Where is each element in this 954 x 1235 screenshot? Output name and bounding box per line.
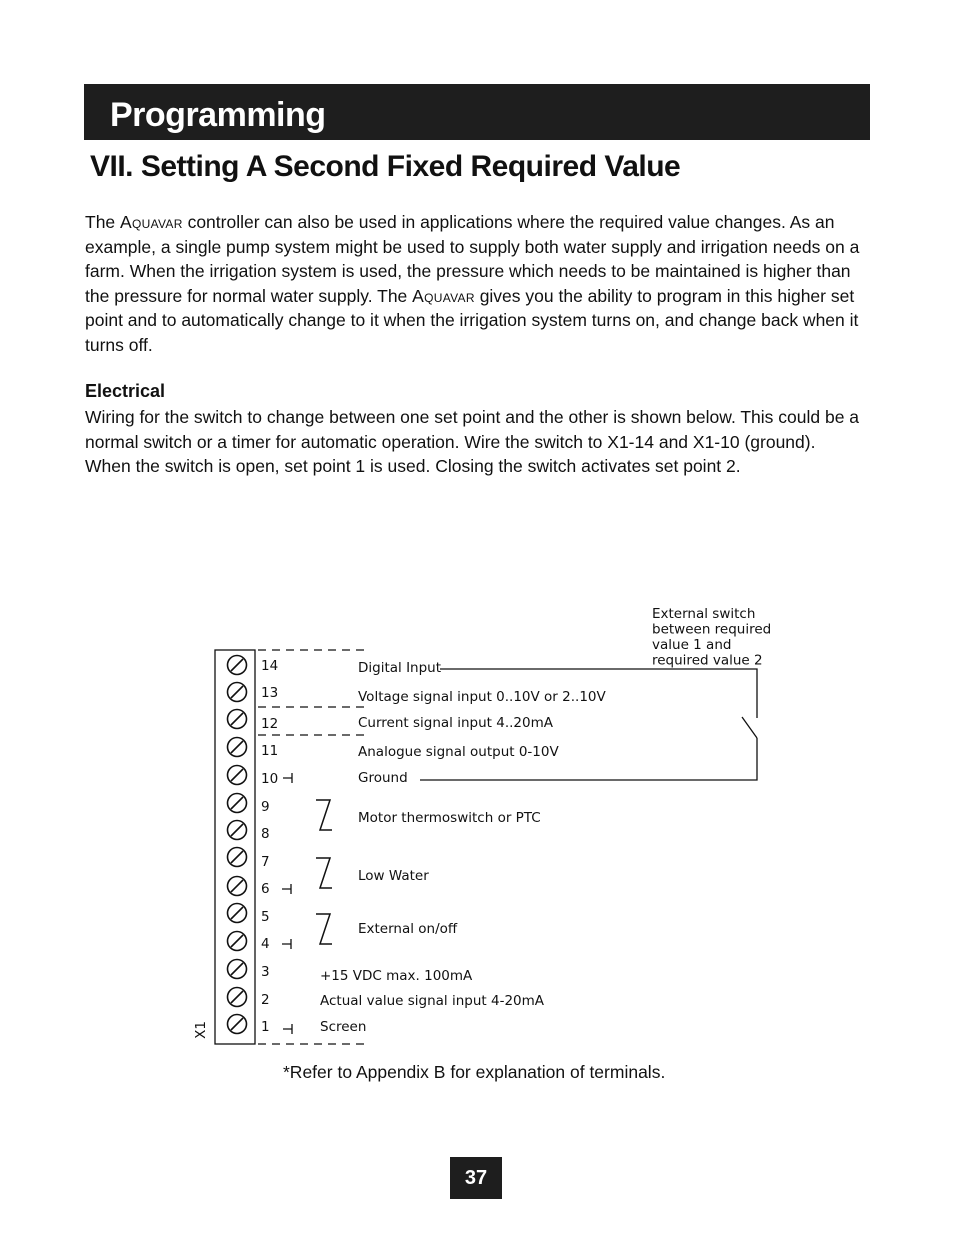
footnote: *Refer to Appendix B for explanation of terminals. bbox=[283, 1062, 666, 1082]
terminal-screw-icon bbox=[228, 821, 247, 840]
section-title: VII. Setting A Second Fixed Required Value bbox=[90, 150, 681, 183]
terminal-screw-icon bbox=[228, 738, 247, 757]
terminal-number: 2 bbox=[261, 992, 270, 1008]
electrical-heading: Electrical bbox=[85, 381, 166, 401]
group-separators bbox=[258, 650, 365, 1044]
terminal-number: 12 bbox=[261, 716, 279, 732]
label-motor-thermoswitch: Motor thermoswitch or PTC bbox=[358, 810, 541, 826]
terminal-screw-icon bbox=[228, 932, 247, 951]
terminal-numbers bbox=[261, 658, 278, 1035]
terminal-number: 4 bbox=[261, 936, 270, 952]
terminal-number: 14 bbox=[261, 658, 279, 674]
terminal-number: 13 bbox=[261, 685, 279, 701]
header-title: Programming bbox=[110, 96, 326, 134]
label-digital-input: Digital Input bbox=[358, 660, 442, 676]
terminal-number: 8 bbox=[261, 826, 270, 842]
intro-text-1: The bbox=[85, 212, 121, 232]
label-screen: Screen bbox=[320, 1019, 367, 1035]
terminal-screws bbox=[228, 656, 247, 1034]
page-number: 37 bbox=[464, 1167, 488, 1189]
terminal-screw-icon bbox=[228, 1015, 247, 1034]
label-current-input: Current signal input 4..20mA bbox=[358, 715, 553, 731]
label-actual-value: Actual value signal input 4-20mA bbox=[320, 993, 545, 1009]
electrical-paragraph: Wiring for the switch to change between one set point and the other is shown below. This could be a normal switch or a timer for automatic operation. Wire the switch to X1-14 and X1-10 (ground). When the switch is open, set point 1 is used. Closing the switch activates set point 2. bbox=[85, 407, 860, 476]
strip-label: X1 bbox=[193, 1021, 209, 1039]
switch-symbols bbox=[316, 800, 332, 944]
terminal-number: 9 bbox=[261, 799, 270, 815]
terminal-number: 6 bbox=[261, 881, 270, 897]
terminal-screw-icon bbox=[228, 656, 247, 675]
terminal-number: 5 bbox=[261, 909, 270, 925]
terminal-screw-icon bbox=[228, 710, 247, 729]
external-switch-label-line: External switch bbox=[652, 606, 756, 622]
terminal-screw-icon bbox=[228, 848, 247, 867]
external-switch-label-line: value 1 and bbox=[652, 637, 732, 653]
page-number-box bbox=[450, 1157, 502, 1199]
brand-name: Aquavar bbox=[120, 212, 183, 232]
label-ground: Ground bbox=[358, 770, 408, 786]
terminal-screw-icon bbox=[228, 683, 247, 702]
external-switch-label bbox=[652, 606, 771, 669]
intro-text-3: gives you the ability to program in this higher set point and to automatically change to it when the irrigation system turns on, and change back when it turns off. bbox=[85, 285, 859, 355]
label-external-onoff: External on/off bbox=[358, 921, 458, 937]
terminal-number: 10 bbox=[261, 771, 279, 787]
brand-name: Aquavar bbox=[412, 285, 475, 306]
label-analogue-output: Analogue signal output 0-10V bbox=[358, 744, 559, 760]
terminal-screw-icon bbox=[228, 794, 247, 813]
ground-symbols bbox=[282, 773, 292, 1034]
terminal-screw-icon bbox=[228, 877, 247, 896]
terminal-screw-icon bbox=[228, 904, 247, 923]
external-switch-label-line: between required bbox=[652, 621, 772, 638]
terminal-number: 3 bbox=[261, 964, 270, 980]
terminal-screw-icon bbox=[228, 988, 247, 1007]
external-switch-label-line: required value 2 bbox=[652, 652, 763, 669]
label-low-water: Low Water bbox=[358, 868, 429, 884]
terminal-number: 7 bbox=[261, 854, 270, 870]
label-voltage-input: Voltage signal input 0..10V or 2..10V bbox=[358, 689, 606, 705]
terminal-number: 1 bbox=[261, 1019, 270, 1035]
terminal-screw-icon bbox=[228, 960, 247, 979]
terminal-number: 11 bbox=[261, 743, 279, 759]
label-15vdc: +15 VDC max. 100mA bbox=[320, 968, 473, 984]
terminal-screw-icon bbox=[228, 766, 247, 785]
intro-text-2: controller can also be used in applications where the required value changes. As an example, a single pump system might be used to supply both water supply and irrigation needs on a farm. When the irrigation system is used, the pressure which needs to be maintained is higher than the pressure for normal water supply. The bbox=[85, 212, 860, 306]
